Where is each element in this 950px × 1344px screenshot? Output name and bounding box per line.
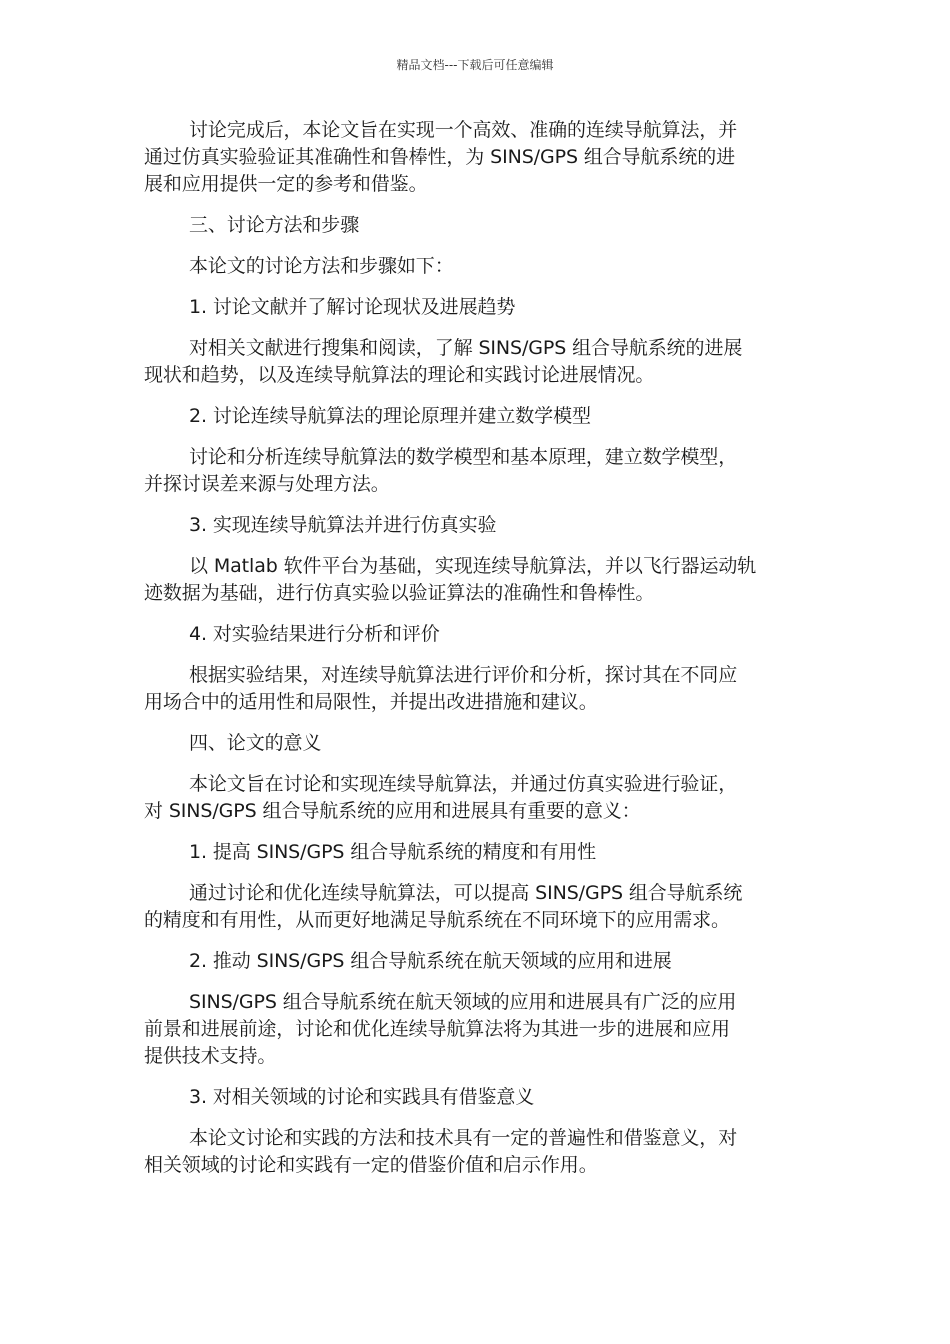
step-heading-2 (144, 403, 810, 430)
paragraph-goal (144, 117, 810, 198)
text-line: 用场合中的适用性和局限性，并提出改进措施和建议。 (144, 691, 598, 713)
heading-text: 四、论文的意义 (189, 732, 322, 754)
paragraph-step-4 (144, 662, 810, 716)
text-line: 前景和进展前途，讨论和优化连续导航算法将为其进一步的进展和应用 (144, 1018, 730, 1040)
step-heading-1 (144, 294, 810, 321)
text-line: 提供技术支持。 (144, 1045, 277, 1067)
paragraph-significance-2 (144, 989, 810, 1070)
text-line: 对相关文献进行搜集和阅读，了解 SINS/GPS 组合导航系统的进展 (189, 337, 743, 359)
text-line: 迹数据为基础，进行仿真实验以验证算法的准确性和鲁棒性。 (144, 582, 655, 604)
text-line: 展和应用提供一定的参考和借鉴。 (144, 173, 428, 195)
text-line: 讨论完成后，本论文旨在实现一个高效、准确的连续导航算法，并 (189, 119, 738, 141)
significance-heading-3 (144, 1084, 810, 1111)
heading-text: 3. 实现连续导航算法并进行仿真实验 (189, 514, 497, 536)
text-line: 现状和趋势，以及连续导航算法的理论和实践讨论进展情况。 (144, 364, 655, 386)
heading-text: 2. 推动 SINS/GPS 组合导航系统在航天领域的应用和进展 (189, 950, 672, 972)
text-line: 通过讨论和优化连续导航算法，可以提高 SINS/GPS 组合导航系统 (189, 882, 743, 904)
text-line: 相关领域的讨论和实践有一定的借鉴价值和启示作用。 (144, 1154, 598, 1176)
heading-text: 3. 对相关领域的讨论和实践具有借鉴意义 (189, 1086, 535, 1108)
text-line: 通过仿真实验验证其准确性和鲁棒性，为 SINS/GPS 组合导航系统的进 (144, 146, 736, 168)
text-line: 本论文旨在讨论和实现连续导航算法，并通过仿真实验进行验证， (189, 773, 738, 795)
text-line: 本论文讨论和实践的方法和技术具有一定的普遍性和借鉴意义，对 (189, 1127, 738, 1149)
section-heading-methods (144, 212, 810, 239)
paragraph-significance-3 (144, 1125, 810, 1179)
paragraph-significance-intro (144, 771, 810, 825)
text-line: 本论文的讨论方法和步骤如下： (189, 255, 454, 277)
paragraph-step-1 (144, 335, 810, 389)
section-heading-significance (144, 730, 810, 757)
text-line: 对 SINS/GPS 组合导航系统的应用和进展具有重要的意义： (144, 800, 641, 822)
heading-text: 2. 讨论连续导航算法的理论原理并建立数学模型 (189, 405, 591, 427)
text-line: SINS/GPS 组合导航系统在航天领域的应用和进展具有广泛的应用 (189, 991, 737, 1013)
text-line: 讨论和分析连续导航算法的数学模型和基本原理，建立数学模型， (189, 446, 738, 468)
step-heading-3 (144, 512, 810, 539)
step-heading-4 (144, 621, 810, 648)
paragraph-methods-intro (144, 253, 810, 280)
heading-text: 三、讨论方法和步骤 (189, 214, 360, 236)
page-header: 精品文档---下载后可任意编辑 (396, 58, 554, 72)
paragraph-step-3 (144, 553, 810, 607)
text-line: 根据实验结果，对连续导航算法进行评价和分析，探讨其在不同应 (189, 664, 738, 686)
heading-text: 4. 对实验结果进行分析和评价 (189, 623, 440, 645)
heading-text: 1. 提高 SINS/GPS 组合导航系统的精度和有用性 (189, 841, 597, 863)
significance-heading-1 (144, 839, 810, 866)
heading-text: 1. 讨论文献并了解讨论现状及进展趋势 (189, 296, 516, 318)
text-line: 的精度和有用性，从而更好地满足导航系统在不同环境下的应用需求。 (144, 909, 730, 931)
text-line: 并探讨误差来源与处理方法。 (144, 473, 390, 495)
document-body (144, 117, 810, 1193)
paragraph-step-2 (144, 444, 810, 498)
paragraph-significance-1 (144, 880, 810, 934)
significance-heading-2 (144, 948, 810, 975)
text-line: 以 Matlab 软件平台为基础，实现连续导航算法，并以飞行器运动轨 (189, 555, 757, 577)
